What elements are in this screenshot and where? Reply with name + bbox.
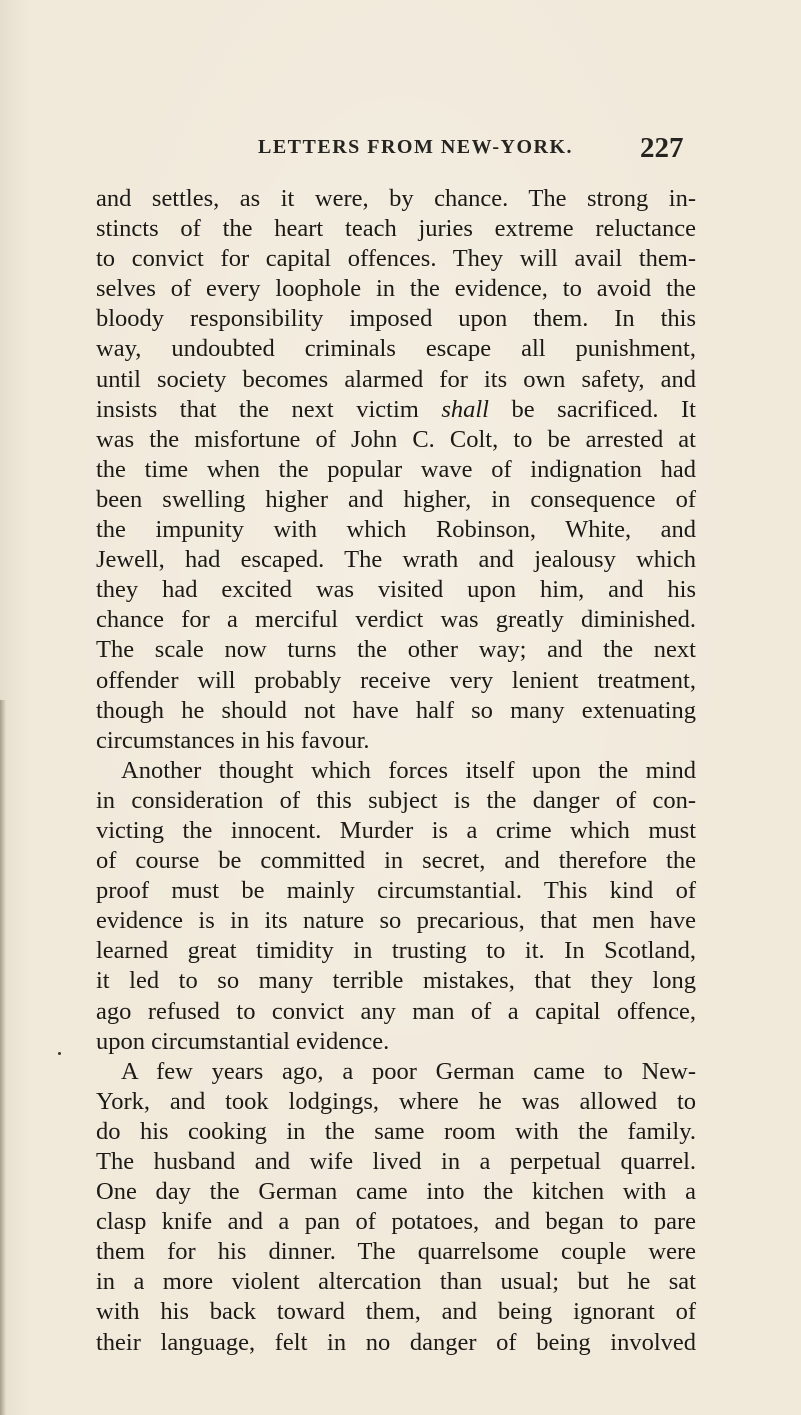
text-line: to convict for capital offences. They will avail them- — [96, 245, 696, 273]
text-line: York, and took lodgings, where he was allowed to — [96, 1087, 696, 1115]
paragraph-end-line: upon circumstantial evidence. — [96, 1027, 390, 1055]
text-segment: be sacrificed. It — [489, 395, 696, 423]
text-line: was the misfortune of John C. Colt, to be arrested at — [96, 425, 696, 453]
text-line: Jewell, had escaped. The wrath and jealousy which — [96, 546, 696, 574]
text-line: bloody responsibility imposed upon them. In this — [96, 305, 696, 333]
text-line: offender will probably receive very lenient treatment, — [96, 666, 696, 694]
text-line: learned great timidity in trusting to it. In Scotland, — [96, 937, 696, 965]
paragraph-end-line: circumstances in his favour. — [96, 726, 370, 754]
text-line: it led to so many terrible mistakes, that they long — [96, 967, 696, 995]
text-line: selves of every loophole in the evidence, to avoid the — [96, 275, 696, 303]
text-line: One day the German came into the kitchen with a — [96, 1178, 696, 1206]
text-line: in consideration of this subject is the danger of con- — [96, 786, 696, 814]
text-segment: insists that the next victim — [96, 395, 442, 423]
paragraph-start-line: Another thought which forces itself upon the mind — [121, 756, 696, 784]
text-line: in a more violent altercation than usual; but he sat — [96, 1268, 696, 1296]
text-line: The husband and wife lived in a perpetual quarrel. — [96, 1148, 696, 1175]
text-line: they had excited was visited upon him, and his — [96, 576, 696, 604]
text-line: do his cooking in the same room with the family. — [96, 1117, 696, 1145]
text-line: of course be committed in secret, and therefore the — [96, 847, 696, 875]
text-line: ago refused to convict any man of a capital offence, — [96, 997, 696, 1025]
running-head — [0, 132, 801, 164]
text-line: with his back toward them, and being ignorant of — [96, 1298, 696, 1326]
text-line: victing the innocent. Murder is a crime which must — [96, 816, 696, 844]
page-gutter-shadow — [0, 700, 6, 1415]
text-line: way, undoubted criminals escape all punishment, — [96, 335, 696, 363]
text-line: proof must be mainly circumstantial. This kind of — [96, 877, 696, 905]
paragraph-start-line: A few years ago, a poor German came to New- — [121, 1057, 696, 1085]
page-number: 227 — [640, 132, 684, 164]
text-line: their language, felt in no danger of being involved — [96, 1328, 696, 1356]
text-line: though he should not have half so many extenuating — [96, 696, 696, 724]
running-title: LETTERS FROM NEW-YORK. — [258, 136, 574, 158]
text-line: until society becomes alarmed for its own safety, and — [96, 365, 696, 393]
text-line: the impunity with which Robinson, White, and — [96, 516, 696, 544]
emphasis-shall: shall — [441, 395, 489, 423]
text-line-with-emphasis — [96, 395, 696, 425]
text-line: them for his dinner. The quarrelsome couple were — [96, 1238, 696, 1266]
text-line: stincts of the heart teach juries extreme reluctance — [96, 215, 696, 243]
text-line: evidence is in its nature so precarious, that men have — [96, 907, 696, 935]
ink-speck — [58, 1052, 61, 1055]
text-line: the time when the popular wave of indignation had — [96, 455, 696, 483]
text-line: The scale now turns the other way; and the next — [96, 636, 696, 664]
text-line: clasp knife and a pan of potatoes, and began to pare — [96, 1208, 696, 1236]
text-line: and settles, as it were, by chance. The strong in- — [96, 185, 696, 212]
text-line: chance for a merciful verdict was greatly diminished. — [96, 606, 696, 634]
body-text — [96, 184, 696, 1358]
text-line: been swelling higher and higher, in consequence of — [96, 485, 696, 513]
